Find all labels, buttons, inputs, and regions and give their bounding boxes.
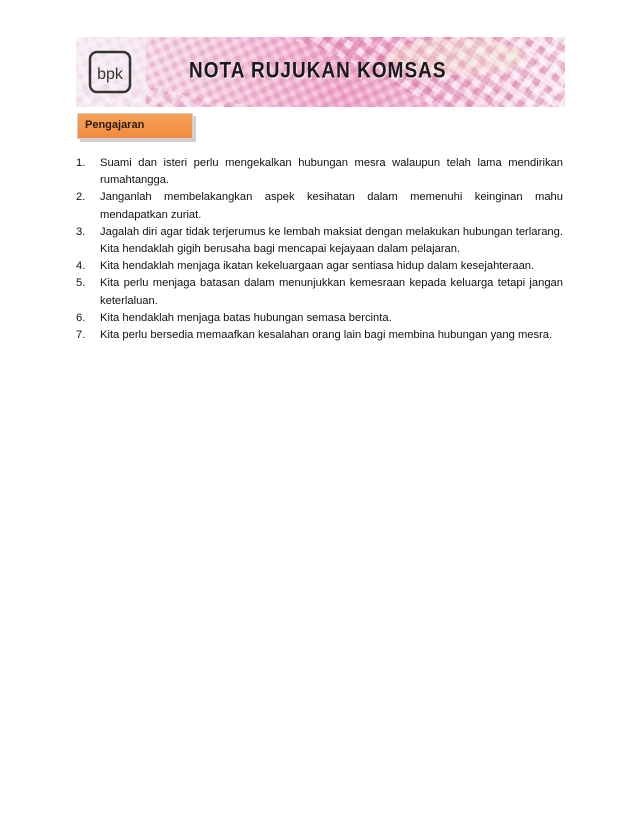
item-number: 5.	[76, 277, 86, 290]
item-text: Janganlah membelakangkan aspek kesihatan dalam memenuhi keinginan mahu mendapatkan zuriat.	[100, 191, 563, 221]
item-text: Kita perlu bersedia memaafkan kesalahan orang lain bagi membina hubungan yang mesra.	[100, 329, 553, 342]
list-item	[76, 275, 563, 309]
logo-text: bpk	[97, 66, 123, 83]
list-item	[76, 155, 563, 189]
lesson-list	[76, 155, 563, 344]
item-text: Suami dan isteri perlu mengekalkan hubungan mesra walaupun telah lama mendirikan rumahtangga.	[100, 157, 563, 187]
header-banner	[76, 37, 565, 107]
section-label-tab	[77, 113, 193, 139]
bpk-logo	[88, 50, 132, 94]
list-item	[76, 327, 563, 344]
list-item	[76, 224, 563, 258]
item-number: 3.	[76, 225, 86, 238]
section-label: Pengajaran	[85, 119, 145, 131]
item-number: 2.	[76, 191, 86, 204]
item-number: 7.	[76, 329, 86, 342]
item-text: Jagalah diri agar tidak terjerumus ke lembah maksiat dengan melakukan hubungan terlarang. Kita hendaklah gigih berusaha bagi mencapai kejayaan dalam pelajaran.	[100, 225, 563, 256]
item-text: Kita hendaklah menjaga batas hubungan semasa bercinta.	[100, 311, 392, 324]
item-number: 6.	[76, 311, 86, 324]
list-item	[76, 189, 563, 223]
item-text: Kita hendaklah menjaga ikatan kekeluargaan agar sentiasa hidup dalam kesejahteraan.	[100, 260, 535, 273]
item-text: Kita perlu menjaga batasan dalam menunjukkan kemesraan kepada keluarga tetapi jangan keterlaluan.	[100, 277, 563, 307]
banner-title: NOTA RUJUKAN KOMSAS	[189, 59, 447, 84]
item-number: 1.	[76, 157, 86, 169]
list-item	[76, 310, 563, 327]
item-number: 4.	[76, 260, 86, 273]
list-item	[76, 258, 563, 275]
